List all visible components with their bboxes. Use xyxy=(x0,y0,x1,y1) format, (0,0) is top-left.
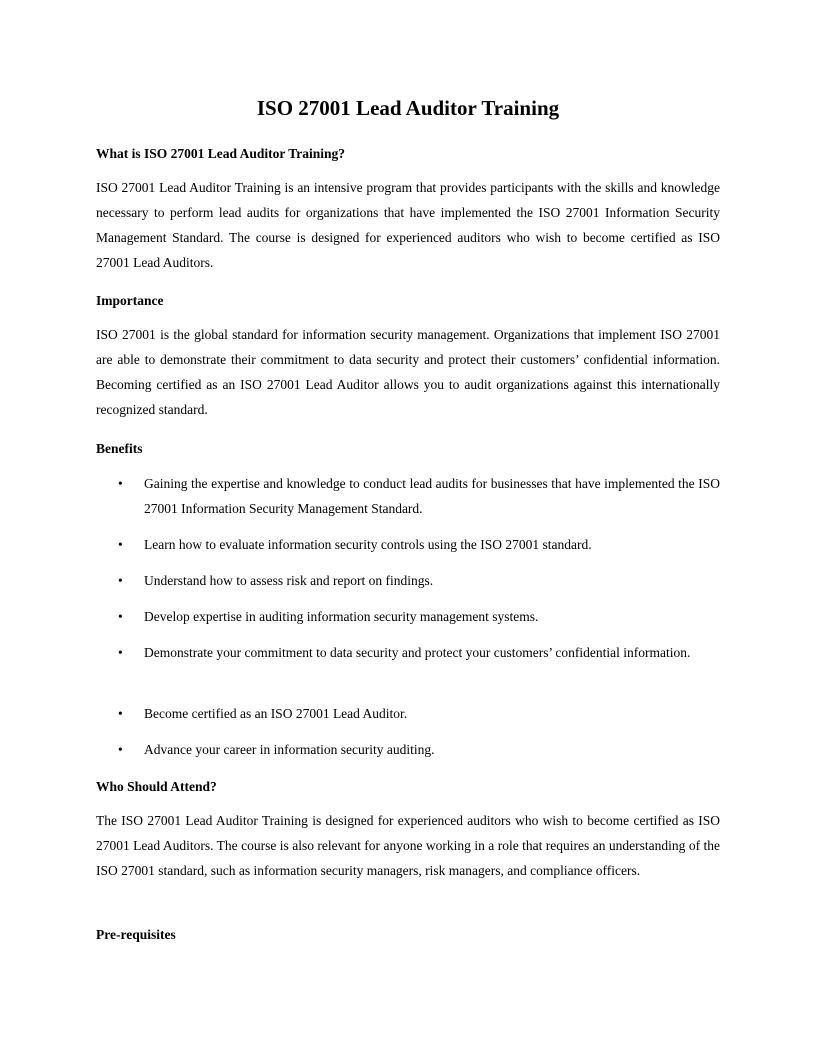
section-heading-prerequisites: Pre-requisites xyxy=(96,927,176,942)
bullet-icon: • xyxy=(118,609,123,624)
list-item-text: Learn how to evaluate information security controls using the ISO 27001 standard. xyxy=(144,537,592,552)
list-item-text: Demonstrate your commitment to data security and protect your customers’ confidential information. xyxy=(144,645,691,660)
list-item-text: Develop expertise in auditing information security management systems. xyxy=(144,609,539,624)
list-item-text: Gaining the expertise and knowledge to conduct lead audits for businesses that have implemented the ISO 27001 Information Security Management Standard. xyxy=(144,476,720,516)
list-item-text: Become certified as an ISO 27001 Lead Auditor. xyxy=(144,706,408,721)
section-heading-who-should-attend: Who Should Attend? xyxy=(96,779,217,794)
bullet-icon: • xyxy=(118,645,123,660)
bullet-icon: • xyxy=(118,742,123,757)
section-heading-what-is: What is ISO 27001 Lead Auditor Training? xyxy=(96,146,346,161)
section-heading-importance: Importance xyxy=(96,293,164,308)
bullet-icon: • xyxy=(118,537,123,552)
section-paragraph-importance: ISO 27001 is the global standard for information security management. Organizations that implement ISO 27001 are able to demonstrate their commitment to data security and protect their customers’ confidential information. Becoming certified as an ISO 27001 Lead Auditor allows you to audit organizations against this internationally recognized standard. xyxy=(96,327,720,417)
list-item-text: Advance your career in information security auditing. xyxy=(144,742,435,757)
page-title: ISO 27001 Lead Auditor Training xyxy=(256,96,560,120)
bullet-icon: • xyxy=(118,706,123,721)
section-paragraph-who-should-attend: The ISO 27001 Lead Auditor Training is designed for experienced auditors who wish to become certified as ISO 27001 Lead Auditors. The course is also relevant for anyone working in a role that requires an understanding of the ISO 27001 standard, such as information security managers, risk managers, and compliance officers. xyxy=(96,813,720,878)
bullet-icon: • xyxy=(118,476,123,491)
bullet-icon: • xyxy=(118,573,123,588)
section-paragraph-what-is: ISO 27001 Lead Auditor Training is an intensive program that provides participants with the skills and knowledge necessary to perform lead audits for organizations that have implemented the ISO 27001 Information Security Management Standard. The course is designed for experienced auditors who wish to become certified as ISO 27001 Lead Auditors. xyxy=(96,180,720,270)
list-item-text: Understand how to assess risk and report on findings. xyxy=(144,573,434,588)
section-heading-benefits: Benefits xyxy=(96,441,143,456)
